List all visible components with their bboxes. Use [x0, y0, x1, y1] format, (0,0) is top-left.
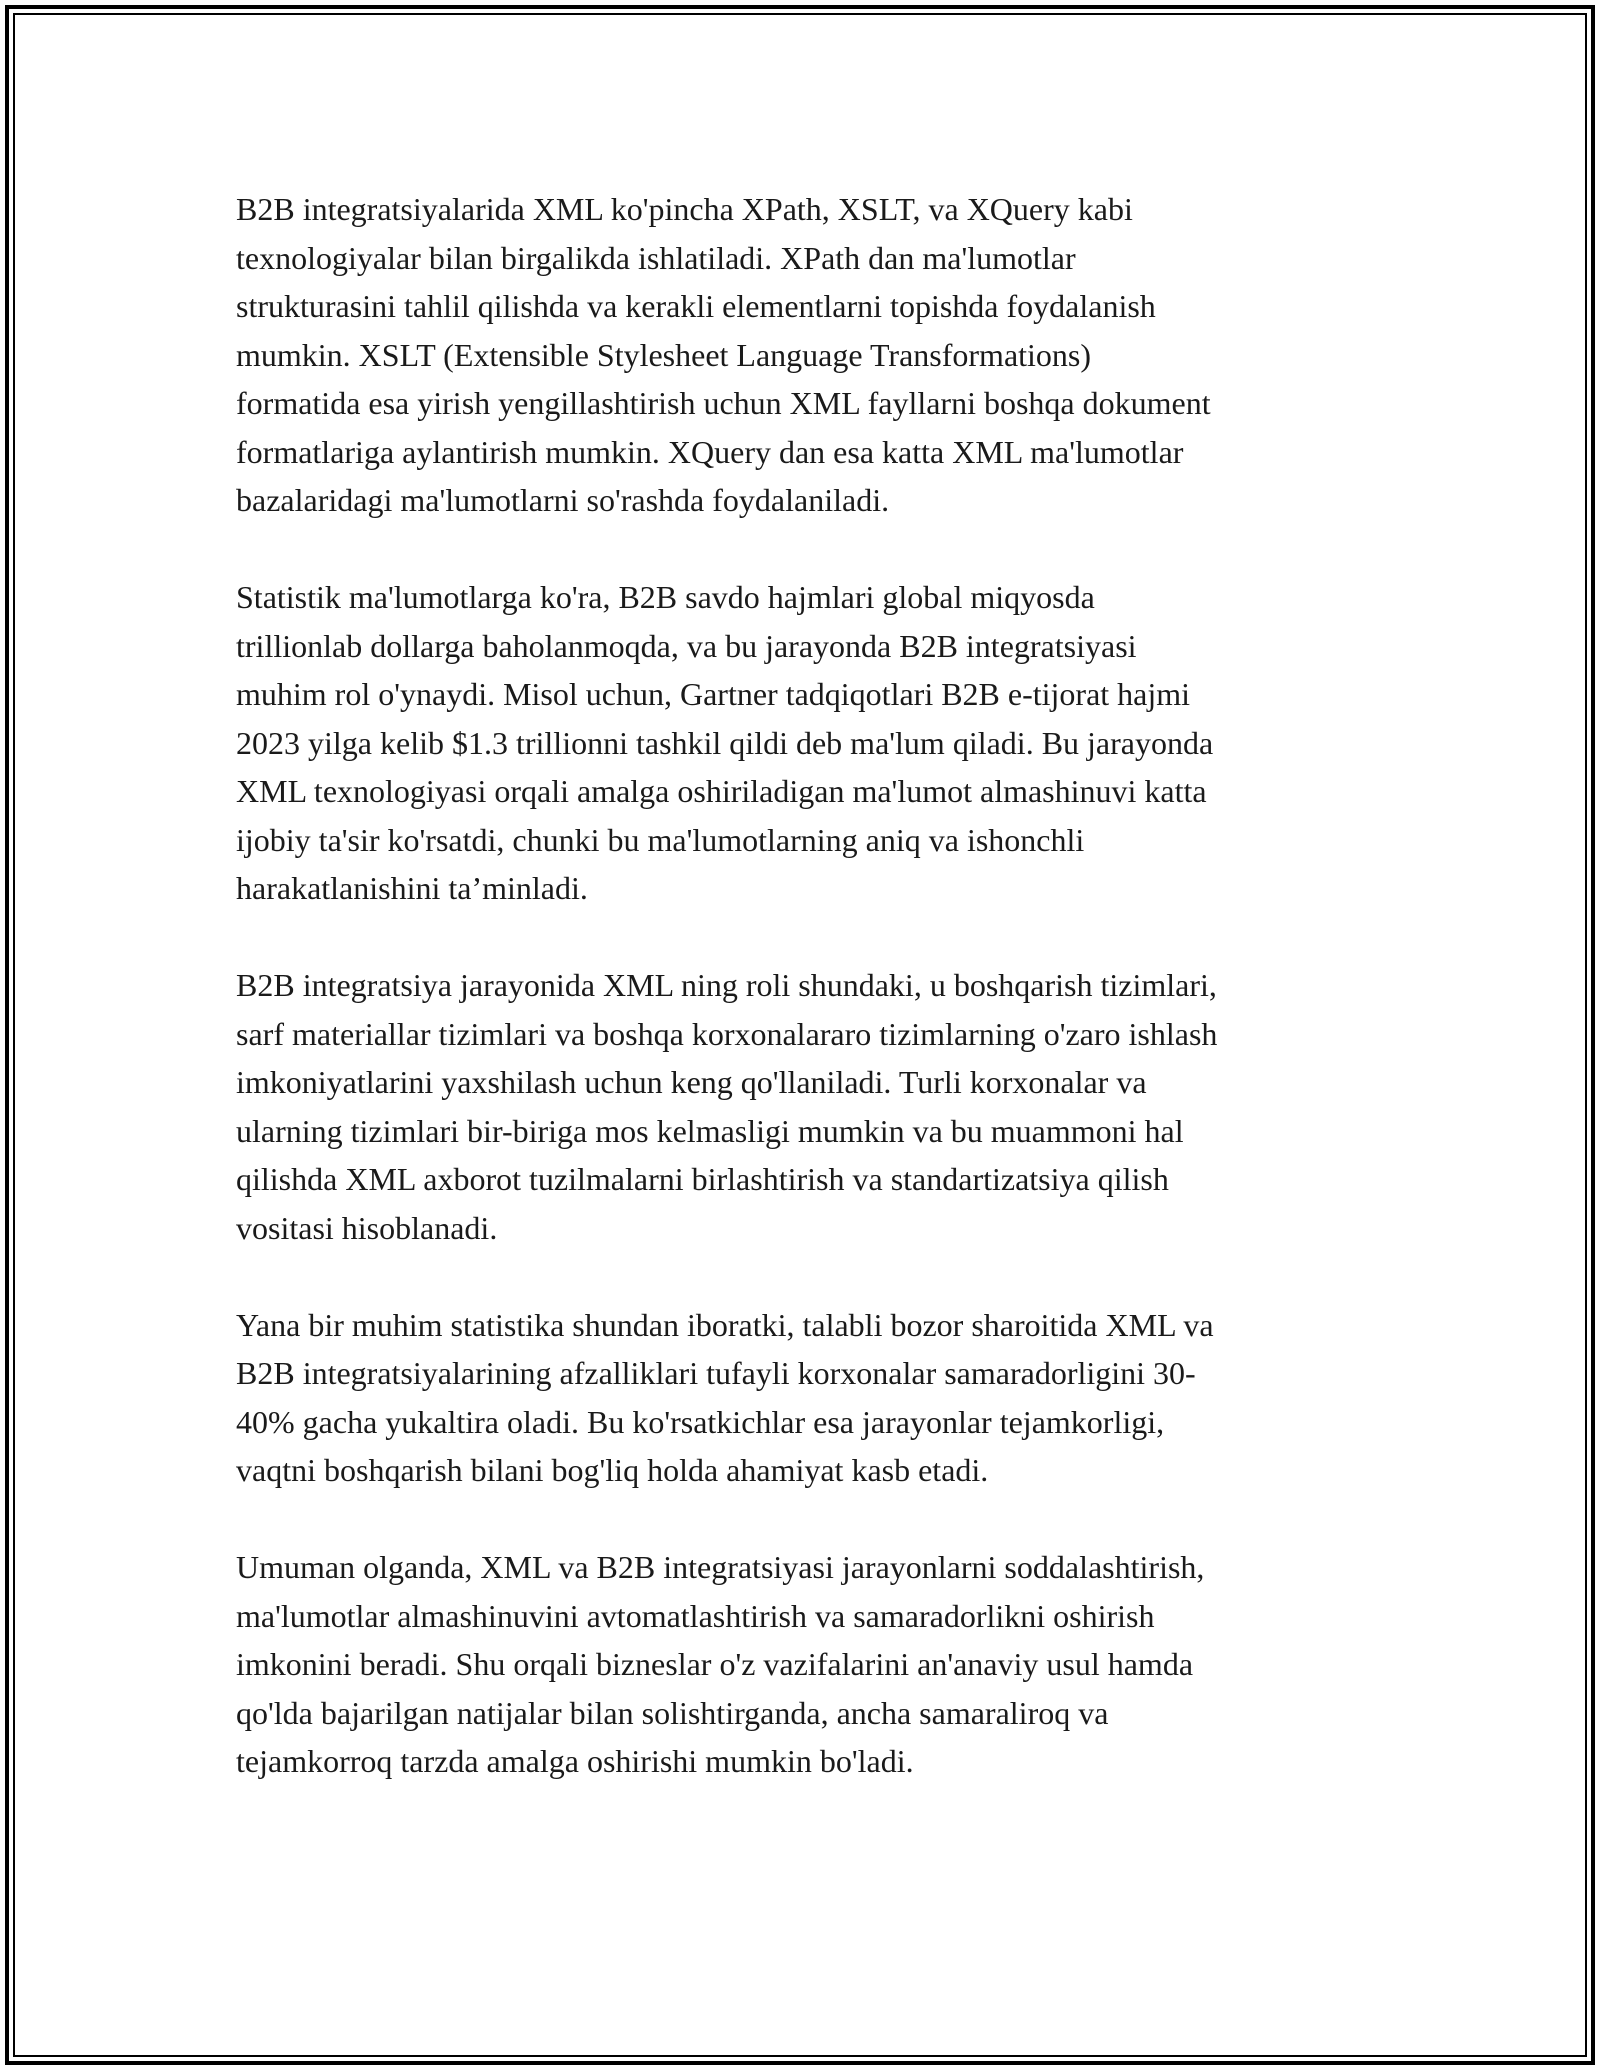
text-line: Umuman olganda, XML va B2B integratsiyasi jarayonlarni soddalashtirish,	[236, 1549, 1205, 1585]
text-line: formatlariga aylantirish mumkin. XQuery dan esa katta XML ma'lumotlar	[236, 433, 1184, 470]
paragraph-4	[236, 1301, 1366, 1495]
text-line: muhim rol o'ynaydi. Misol uchun, Gartner tadqiqotlari B2B e-tijorat hajmi	[236, 676, 1191, 712]
text-line: B2B integratsiyalarining afzalliklari tufayli korxonalar samaradorligini 30-	[236, 1355, 1196, 1391]
paragraph-2	[236, 573, 1366, 913]
text-line: B2B integratsiya jarayonida XML ning roli shundaki, u boshqarish tizimlari,	[236, 967, 1217, 1003]
text-line: imkonini beradi. Shu orqali bizneslar o'z vazifalarini an'anaviy usul hamda	[236, 1646, 1194, 1682]
paragraph-5	[236, 1543, 1366, 1786]
text-line: strukturasini tahlil qilishda va kerakli elementlarni topishda foydalanish	[236, 288, 1156, 324]
text-line: imkoniyatlarini yaxshilash uchun keng qo'llaniladi. Turli korxonalar va	[236, 1064, 1147, 1100]
text-line: vaqtni boshqarish bilani bog'liq holda ahamiyat kasb etadi.	[236, 1452, 989, 1488]
text-line: sarf materiallar tizimlari va boshqa korxonalararo tizimlarning o'zaro ishlash	[236, 1015, 1218, 1052]
document-body	[236, 185, 1366, 1834]
text-line: vositasi hisoblanadi.	[236, 1209, 498, 1246]
text-line: qilishda XML axborot tuzilmalarni birlashtirish va standartizatsiya qilish	[236, 1161, 1169, 1197]
text-line: texnologiyalar bilan birgalikda ishlatiladi. XPath dan ma'lumotlar	[236, 239, 1076, 276]
text-line: 2023 yilga kelib $1.3 trillionni tashkil qildi deb ma'lum qiladi. Bu jarayonda	[236, 724, 1214, 761]
text-line: B2B integratsiyalarida XML ko'pincha XPath, XSLT, va XQuery kabi	[236, 191, 1133, 227]
text-line: qo'lda bajarilgan natijalar bilan solishtirganda, ancha samaraliroq va	[236, 1694, 1109, 1731]
text-line: mumkin. XSLT (Extensible Stylesheet Language Transformations)	[236, 336, 1092, 373]
text-line: 40% gacha yukaltira oladi. Bu ko'rsatkichlar esa jarayonlar tejamkorligi,	[236, 1403, 1165, 1440]
text-line: ma'lumotlar almashinuvini avtomatlashtirish va samaradorlikni oshirish	[236, 1597, 1155, 1634]
text-line: bazalaridagi ma'lumotlarni so'rashda foydalaniladi.	[236, 482, 890, 518]
text-line: ijobiy ta'sir ko'rsatdi, chunki bu ma'lumotlarning aniq va ishonchli	[236, 821, 1085, 858]
text-line: trillionlab dollarga baholanmoqda, va bu jarayonda B2B integratsiyasi	[236, 627, 1137, 664]
text-line: XML texnologiyasi orqali amalga oshiriladigan ma'lumot almashinuvi katta	[236, 773, 1207, 809]
paragraph-1	[236, 185, 1366, 525]
text-line: formatida esa yirish yengillashtirish uchun XML fayllarni boshqa dokument	[236, 385, 1211, 421]
text-line: Yana bir muhim statistika shundan iboratki, talabli bozor sharoitida XML va	[236, 1306, 1214, 1343]
paragraph-3	[236, 961, 1366, 1252]
text-line: ularning tizimlari bir-biriga mos kelmasligi mumkin va bu muammoni hal	[236, 1112, 1184, 1149]
text-line: tejamkorroq tarzda amalga oshirishi mumkin bo'ladi.	[236, 1743, 914, 1779]
text-line: Statistik ma'lumotlarga ko'ra, B2B savdo hajmlari global miqyosda	[236, 579, 1095, 615]
text-line: harakatlanishini ta’minladi.	[236, 870, 588, 906]
